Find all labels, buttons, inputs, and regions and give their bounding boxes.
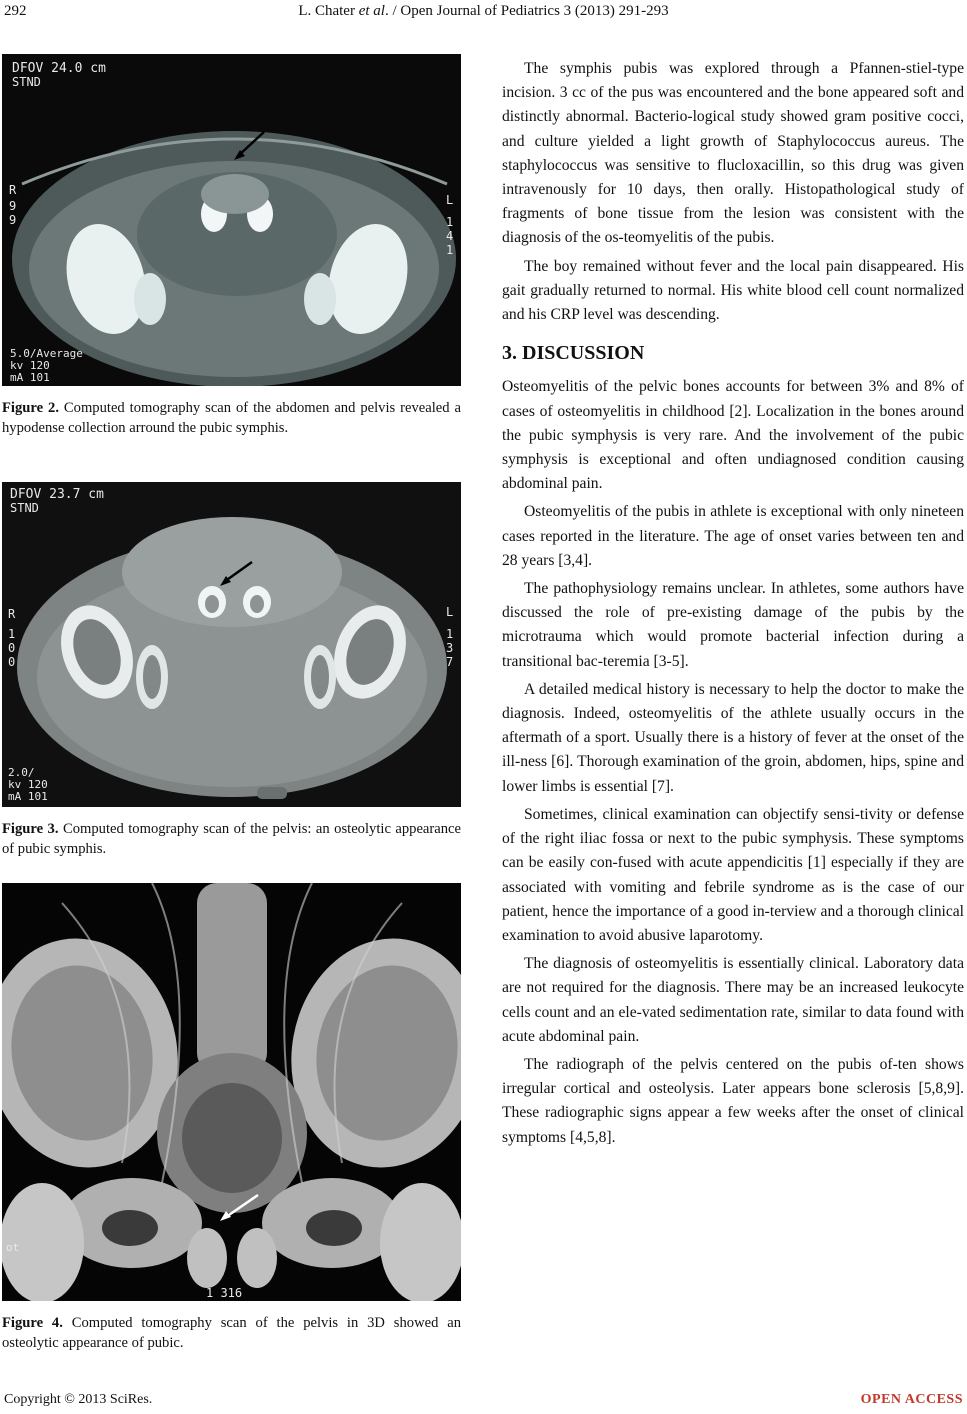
figure-3-caption <box>2 819 461 859</box>
paragraph: Osteomyelitis of the pubis in athlete is exceptional with only nineteen cases reported in the literature. The age of onset varies between ten and 28 years [3,4]. <box>502 503 964 569</box>
paragraph: The pathophysiology remains unclear. In athletes, some authors have discussed the role of pre-existing damage of the pubis by the microtrauma which would promote bacterial infection during a transitional bac-teremia [3-5]. <box>502 580 964 670</box>
figure-2-ct-abdomen-pelvis <box>2 54 461 386</box>
page-header <box>0 0 967 28</box>
open-access-label: OPEN ACCESS <box>860 1392 963 1407</box>
caption-text: Computed tomography scan of the pelvis: an osteolytic appearance of pubic symphis. <box>2 821 461 857</box>
paragraph: The radiograph of the pelvis centered on the pubis of-ten shows irregular cortical and osteolysis. Later appears bone sclerosis [5,8,9]. These radiographic signs appear a few weeks after the onset of clinical symptoms [4,5,8]. <box>502 1055 964 1146</box>
ct-side-label: 1 <box>446 243 454 257</box>
ct-info-label: kv 120 <box>10 359 50 372</box>
paragraph: A detailed medical history is necessary to help the doctor to make the diagnosis. Indeed, osteomyelitis of the athlete usually occurs in the aftermath of a sport. Usually there is a history of fever at the onset of the ill-ness [6]. Thorough examination of the groin, abdomen, hips, spine and lower limbs is essential [7]. <box>502 680 964 795</box>
caption-label: Figure 3. <box>2 821 59 837</box>
ct-stnd-label: STND <box>10 501 39 515</box>
ct-info-label: 2.0/ <box>8 766 35 779</box>
ct-dfov-label: DFOV 24.0 cm <box>12 61 106 76</box>
page-footer <box>0 1392 967 1414</box>
ct-side-label: R <box>8 607 16 621</box>
ct-side-label: R <box>9 183 17 197</box>
running-title <box>0 3 967 20</box>
ct-info-label: ot <box>6 1241 20 1254</box>
ct-info-label: mA 101 <box>8 790 48 803</box>
ct-side-label: 1 <box>446 627 454 641</box>
ct-side-label: 4 <box>446 229 454 243</box>
running-title-journal: . / Open Journal of Pediatrics 3 (2013) 291-293 <box>384 3 669 19</box>
ct-stnd-label: STND <box>12 75 41 89</box>
ct-side-label: 7 <box>446 655 454 669</box>
ct-side-label: 9 <box>9 199 17 213</box>
caption-label: Figure 2. <box>2 400 59 416</box>
caption-label: Figure 4. <box>2 1315 63 1331</box>
paragraph: Sometimes, clinical examination can objectify sensi-tivity or defense of the right iliac fossa or next to the pubic symphysis. These symptoms can be easily con-fused with acute appendicitis [1] especially if they are associated with vomiting and febrile syndrome as is the case of our patient, hence the importance of a good in-terview and a thorough clinical examination to avoid abusive laparotomy. <box>502 805 964 944</box>
running-title-authors: L. Chater <box>298 3 359 19</box>
figure-4-caption <box>2 1313 461 1353</box>
running-title-et-al: et al <box>358 3 385 19</box>
ct-side-label: L <box>446 605 454 619</box>
paragraph: The symphis pubis was explored through a Pfannen-stiel-type incision. 3 cc of the pus was encountered and the bone appeared soft and distinctly abnormal. Bacterio-logical study showed gram positive cocci, and culture yielded a light growth of Staphylococcus aureus. The staphylococcus was sensitive to flucloxacillin, so this drug was given intravenously for 10 days, then orally. Histopathological study of fragments of bone tissue from the lesion was consistent with the diagnosis of the os-teomyelitis of the pubis. <box>502 60 964 247</box>
paragraph: The boy remained without fever and the local pain disappeared. His gait gradually returned to normal. His white blood cell count normalized and his CRP level was descending. <box>502 257 964 324</box>
ct-side-label: 9 <box>9 213 17 227</box>
section-heading: 3. DISCUSSION <box>502 342 645 365</box>
ct-side-label: 0 <box>8 655 16 669</box>
paragraph: The diagnosis of osteomyelitis is essentially clinical. Laboratory data are not required for the diagnosis. There may be an increased leukocyte cells count and an ele-vated sedimentation rate, similar to data found with acute abdominal pain. <box>502 955 964 1045</box>
ct-info-label: mA 101 <box>10 371 50 384</box>
ct-slice-label: 1 316 <box>206 1286 243 1300</box>
ct-side-label: L <box>446 193 454 207</box>
ct-info-label: 5.0/Average <box>10 347 83 360</box>
caption-text: Computed tomography scan of the pelvis in 3D showed an osteolytic appearance of pubic. <box>2 1315 462 1351</box>
ct-side-label: 1 <box>8 627 16 641</box>
paragraph: Osteomyelitis of the pelvic bones accounts for between 3% and 8% of cases of osteomyelitis in childhood [2]. Localization in the bones around the pubic symphysis is very rare. And the involvement of the pubic symphysis is exceptional and often undiagnosed condition causing abdominal pain. <box>502 378 964 493</box>
ct-info-label: kv 120 <box>8 778 48 791</box>
figure-2-caption <box>2 398 461 438</box>
caption-text: Computed tomography scan of the abdomen and pelvis revealed a hypodense collection arround the pubic symphis. <box>2 400 461 436</box>
ct-side-label: 0 <box>8 641 16 655</box>
ct-dfov-label: DFOV 23.7 cm <box>10 487 104 502</box>
figure-3-ct-pelvis <box>2 482 461 807</box>
figure-4-ct-3d-pelvis <box>2 883 461 1301</box>
page-number: 292 <box>4 3 27 19</box>
ct-side-label: 3 <box>446 641 454 655</box>
copyright-notice: Copyright © 2013 SciRes. <box>4 1392 153 1407</box>
ct-side-label: 1 <box>446 215 454 229</box>
body-text-column <box>502 57 964 1150</box>
